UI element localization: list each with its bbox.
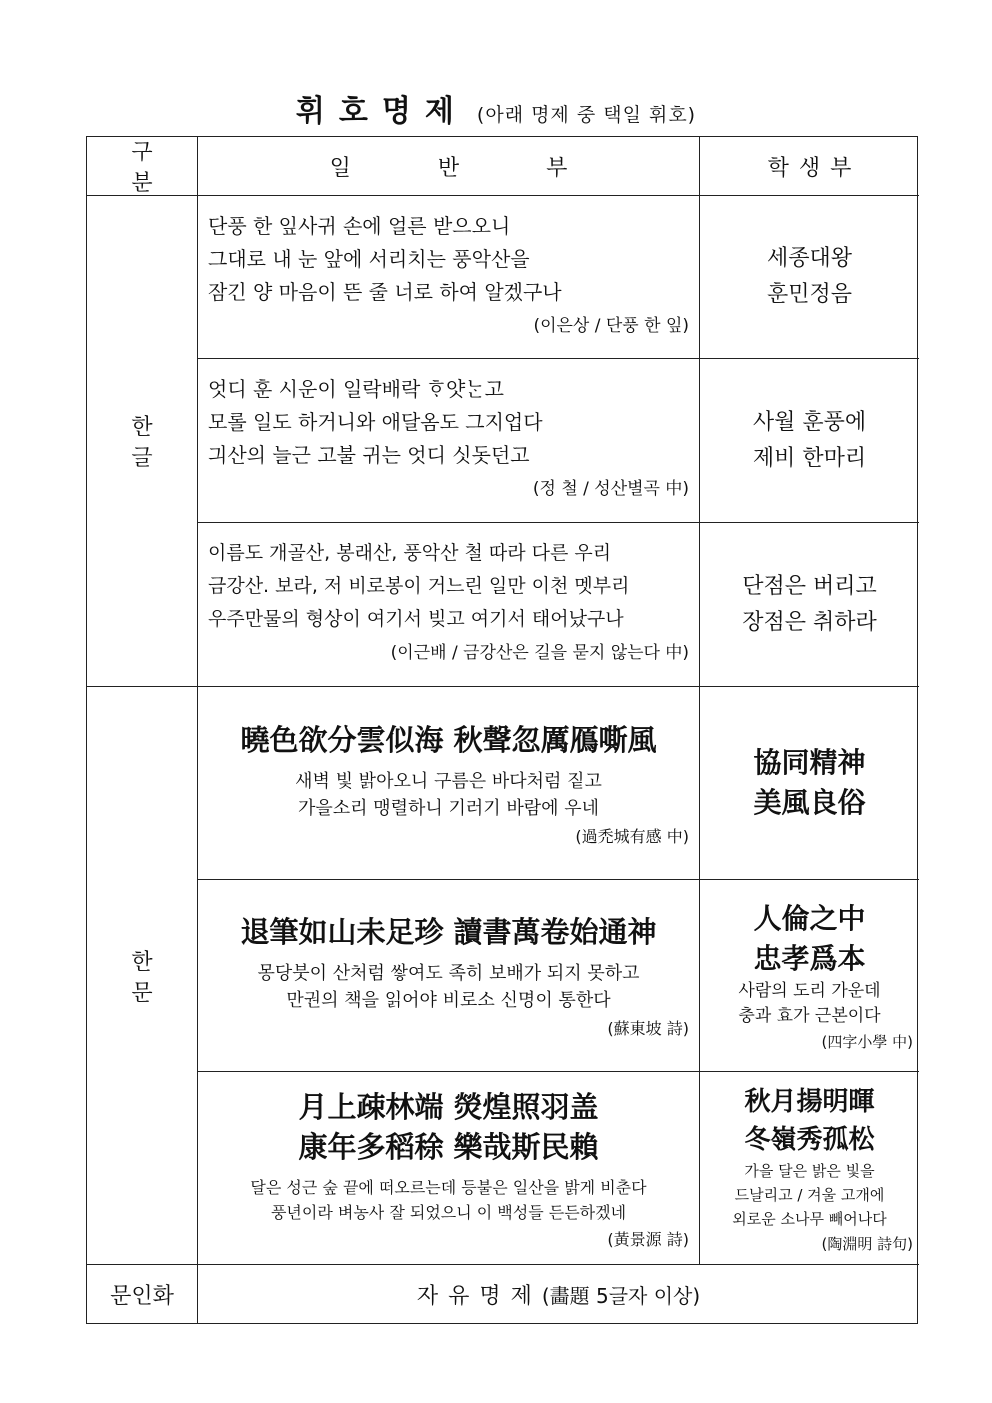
hangul-student-2: [700, 359, 919, 523]
hanmun-translation: 가을소리 맹렬하니 기러기 바람에 우네: [297, 797, 600, 819]
hanmun-verse: 退筆如山未足珍 讀書萬卷始通神: [240, 915, 657, 949]
hanmun-student-1: [700, 687, 919, 880]
student-verse: 協同精神: [753, 746, 866, 779]
hanmun-poem-2: [198, 880, 700, 1072]
student-verse: 秋月揚明暉: [744, 1086, 875, 1117]
category-hangul: 한 글: [87, 196, 198, 687]
student-line: 장점은 취하라: [742, 609, 877, 635]
student-verse: 美風良俗: [753, 786, 866, 819]
student-line: 훈민정음: [766, 282, 852, 307]
student-translation: 충과 효가 근본이다: [738, 1006, 881, 1026]
poem-line: 잠긴 양 마음이 뜬 줄 너로 하여 알겠구나: [208, 280, 562, 304]
free-topic-note: (畵題 5글자 이상): [541, 1283, 701, 1308]
hangul-poem-3: [198, 523, 700, 687]
topic-table: [86, 136, 918, 1324]
category-munin: 문인화: [87, 1265, 198, 1323]
poem-line: 우주만물의 형상이 여기서 빚고 여기서 태어났구나: [208, 608, 624, 630]
hanmun-translation: 풍년이라 벼농사 잘 되었으니 이 백성들 든든하겠네: [270, 1202, 627, 1222]
hanmun-translation: 달은 성근 숲 끝에 떠오르는데 등불은 일산을 밝게 비춘다: [250, 1177, 647, 1197]
title-sub: (아래 명제 중 택일 휘호): [476, 104, 697, 126]
header-student: 학생부: [700, 137, 919, 196]
hanmun-translation: 새벽 빛 밝아오니 구름은 바다처럼 짙고: [295, 770, 602, 792]
hanmun-source: (黃景源 詩): [607, 1229, 689, 1249]
student-source: (四字小學 中): [821, 1033, 913, 1051]
hanmun-source: (蘇東坡 詩): [607, 1019, 689, 1038]
hanmun-verse: 曉色欲分雲似海 秋聲忽厲鴈嘶風: [240, 722, 657, 757]
student-verse: 人倫之中: [753, 902, 866, 935]
poem-line: 긔산의 늘근 고불 귀는 엇디 싯돗던고: [208, 443, 530, 467]
free-topic-title: 자유명제: [416, 1283, 542, 1309]
hanmun-student-2: [700, 880, 919, 1072]
poem-source: (정 철 / 성산별곡 中): [532, 479, 689, 499]
hanmun-poem-3: [198, 1072, 700, 1265]
student-line: 세종대왕: [766, 246, 852, 271]
hanmun-student-3: [700, 1072, 919, 1265]
header-general: 일 반 부: [198, 137, 700, 196]
hanmun-poem-1: [198, 687, 700, 880]
hanmun-verse: 月上疎林端 熒煌照羽盖: [298, 1089, 599, 1124]
student-verse: 忠孝爲本: [753, 942, 866, 975]
poem-line: 단풍 한 잎사귀 손에 얼른 받으오니: [208, 214, 511, 238]
poem-source: (이근배 / 금강산은 길을 묻지 않는다 中): [390, 643, 689, 663]
header-category: 구 분: [87, 137, 198, 196]
student-line: 제비 한마리: [752, 445, 867, 471]
hangul-poem-1: [198, 196, 700, 359]
hangul-student-3: [700, 523, 919, 687]
category-hanmun: 한 문: [87, 687, 198, 1265]
student-verse: 冬嶺秀孤松: [744, 1124, 875, 1155]
hanmun-translation: 몽당붓이 산처럼 쌓여도 족히 보배가 되지 못하고: [257, 963, 640, 984]
free-topic: [198, 1265, 919, 1323]
student-translation: 사람의 도리 가운데: [738, 981, 881, 1001]
student-translation: 외로운 소나무 빼어나다: [732, 1209, 887, 1228]
student-translation: 드날리고 / 겨울 고개에: [734, 1185, 885, 1204]
poem-line: 이름도 개골산, 봉래산, 풍악산 철 따라 다른 우리: [208, 542, 612, 564]
poem-line: 모롤 일도 하거니와 애달옴도 그지업다: [208, 410, 543, 434]
student-source: (陶淵明 詩句): [821, 1234, 913, 1253]
poem-source: (이은상 / 단풍 한 잎): [533, 316, 689, 336]
hangul-poem-2: [198, 359, 700, 523]
student-line: 단점은 버리고: [742, 573, 877, 599]
student-translation: 가을 달은 밝은 빛을: [744, 1161, 875, 1180]
hangul-student-1: [700, 196, 919, 359]
page-title: [0, 86, 992, 130]
hanmun-source: (過禿城有感 中): [575, 826, 689, 846]
hanmun-translation: 만권의 책을 읽어야 비로소 신명이 통한다: [286, 990, 611, 1011]
poem-line: 그대로 내 눈 앞에 서리치는 풍악산을: [208, 247, 530, 271]
hanmun-verse: 康年多稻稌 樂哉斯民賴: [298, 1129, 599, 1164]
title-main: 휘호명제: [295, 94, 468, 129]
student-line: 사월 훈풍에: [752, 409, 867, 435]
poem-line: 금강산. 보라, 저 비로봉이 거느린 일만 이천 멧부리: [208, 575, 630, 597]
poem-line: 엇디 훈 시운이 일락배락 ᄒᆞ얏ᄂᆞᆫ고: [208, 377, 504, 401]
